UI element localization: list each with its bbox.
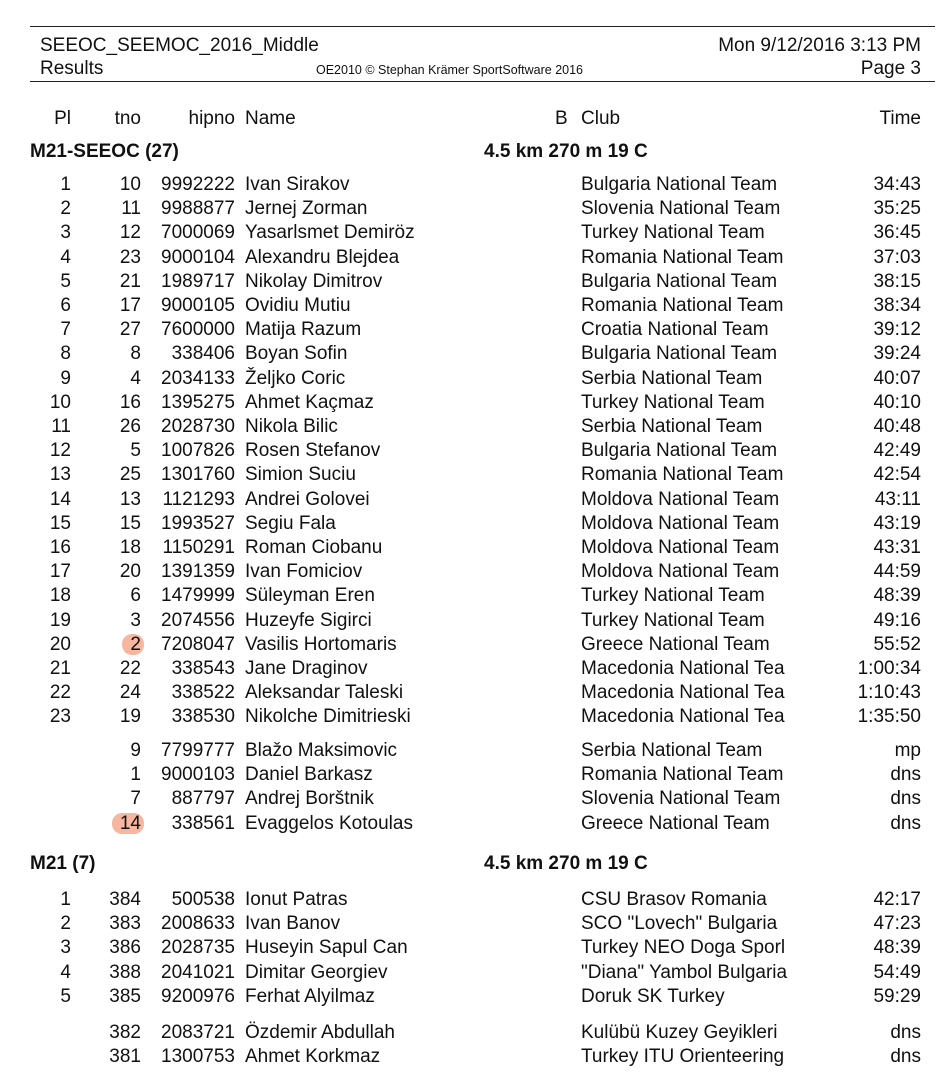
hipno-cell: 2028735	[161, 937, 235, 959]
club-cell: Bulgaria National Team	[581, 440, 778, 462]
tno-cell: 16	[119, 391, 141, 413]
tno-cell: 18	[119, 537, 141, 558]
class-heading	[0, 851, 945, 877]
name-cell: Nikolche Dimitrieski	[245, 706, 411, 728]
result-row	[0, 609, 945, 633]
time-cell: 48:39	[873, 937, 921, 959]
time-cell: 34:43	[873, 174, 921, 195]
result-row	[0, 342, 945, 366]
time-cell: 35:25	[873, 198, 921, 220]
result-row	[0, 391, 945, 415]
name-cell: Andrej Borštnik	[245, 788, 374, 810]
hipno-cell: 338561	[171, 812, 235, 834]
club-cell: Kulübü Kuzey Geyikleri	[581, 1022, 778, 1043]
result-row	[0, 294, 945, 318]
result-row	[0, 657, 945, 681]
time-cell: 37:03	[873, 246, 921, 268]
hipno-cell: 338406	[171, 343, 235, 365]
name-cell: Ahmet Korkmaz	[245, 1046, 381, 1068]
result-row	[0, 488, 945, 512]
name-cell: Rosen Stefanov	[245, 440, 381, 462]
time-cell: 54:49	[873, 961, 921, 983]
result-row	[0, 246, 945, 270]
time-cell: 48:39	[873, 585, 921, 607]
result-row	[0, 633, 945, 657]
result-row	[0, 318, 945, 342]
time-cell: 39:12	[873, 319, 921, 341]
time-cell: 44:59	[873, 561, 921, 583]
place-cell: 3	[60, 937, 71, 959]
name-cell: Andrei Golovei	[245, 488, 370, 510]
name-cell: Alexandru Blejdea	[245, 246, 400, 268]
class-name: M21-SEEOC (27)	[30, 141, 179, 162]
time-cell: 1:10:43	[857, 682, 921, 704]
result-row	[0, 1021, 945, 1045]
name-cell: Jernej Zorman	[245, 198, 368, 220]
time-cell: 42:54	[873, 464, 921, 486]
tno-cell: 13	[119, 488, 141, 510]
print-datetime: Mon 9/12/2016 3:13 PM	[718, 35, 921, 56]
tno-cell: 27	[119, 319, 141, 341]
place-cell: 16	[49, 537, 71, 558]
place-cell: 6	[60, 295, 71, 316]
page-number: Page 3	[860, 58, 921, 79]
time-cell: dns	[890, 764, 921, 786]
result-row	[0, 681, 945, 705]
name-cell: Ionut Patras	[245, 889, 348, 910]
tno-cell: 8	[130, 343, 141, 365]
name-cell: Yasarlsmet Demiröz	[245, 222, 415, 244]
result-row	[0, 888, 945, 912]
club-cell: Bulgaria National Team	[581, 270, 778, 292]
hipno-cell: 338522	[171, 682, 235, 704]
result-row	[0, 560, 945, 584]
time-cell: 47:23	[873, 913, 921, 935]
club-cell: Slovenia National Team	[581, 788, 781, 810]
result-row	[0, 936, 945, 960]
tno-cell: 386	[109, 937, 141, 959]
col-time-header: Time	[879, 108, 921, 129]
report-subtitle: Results	[40, 58, 104, 79]
place-cell: 19	[49, 609, 71, 631]
col-tno-header: tno	[114, 108, 141, 129]
time-cell: dns	[890, 788, 921, 810]
club-cell: Turkey ITU Orienteering	[581, 1046, 785, 1068]
hipno-cell: 7600000	[161, 319, 235, 341]
column-header-row	[0, 107, 945, 131]
name-cell: Simion Suciu	[245, 464, 356, 486]
hipno-cell: 1007826	[161, 440, 235, 462]
time-cell: dns	[890, 1046, 921, 1068]
tno-cell: 20	[119, 561, 141, 583]
result-row	[0, 763, 945, 787]
hipno-cell: 1989717	[161, 270, 235, 292]
class-name: M21 (7)	[30, 853, 96, 874]
time-cell: dns	[890, 812, 921, 834]
result-row	[0, 221, 945, 245]
tno-cell	[112, 812, 141, 836]
tno-cell: 11	[121, 198, 141, 220]
tno-cell: 25	[119, 464, 141, 486]
place-cell: 13	[49, 464, 71, 486]
time-cell: 1:35:50	[857, 706, 921, 728]
place-cell: 2	[60, 198, 71, 220]
club-cell: Macedonia National Tea	[581, 658, 785, 679]
name-cell: Vasilis Hortomaris	[245, 633, 397, 655]
place-cell: 1	[60, 174, 71, 195]
name-cell: Blažo Maksimovic	[245, 740, 398, 761]
tno-cell: 4	[130, 367, 141, 389]
name-cell: Huseyin Sapul Can	[245, 937, 408, 959]
tno-cell: 9	[130, 740, 141, 761]
club-cell: Macedonia National Tea	[581, 706, 785, 728]
hipno-cell: 9200976	[161, 985, 235, 1007]
name-cell: Ferhat Alyilmaz	[245, 985, 375, 1007]
result-row	[0, 961, 945, 985]
club-cell: Doruk SK Turkey	[581, 985, 725, 1007]
place-cell: 17	[49, 561, 71, 583]
name-cell: Evaggelos Kotoulas	[245, 812, 413, 834]
club-cell: CSU Brasov Romania	[581, 889, 767, 910]
hipno-cell: 2041021	[161, 961, 235, 983]
place-cell: 5	[60, 270, 71, 292]
hipno-cell: 7799777	[161, 740, 235, 761]
hipno-cell: 7000069	[161, 222, 235, 244]
top-rule	[30, 26, 935, 27]
tno-cell: 19	[119, 706, 141, 728]
course-info: 4.5 km 270 m 19 C	[484, 141, 648, 162]
place-cell: 21	[49, 658, 71, 679]
tno-cell: 382	[109, 1022, 141, 1043]
club-cell: Turkey National Team	[581, 609, 765, 631]
time-cell: 36:45	[873, 222, 921, 244]
club-cell: Moldova National Team	[581, 561, 780, 583]
name-cell: Ivan Banov	[245, 913, 341, 935]
col-pl-header: Pl	[54, 108, 71, 129]
place-cell: 5	[60, 985, 71, 1007]
result-row	[0, 584, 945, 608]
club-cell: Serbia National Team	[581, 367, 763, 389]
time-cell: 40:48	[873, 416, 921, 437]
result-row	[0, 536, 945, 560]
name-cell: Nikolay Dimitrov	[245, 270, 383, 292]
name-cell: Ovidiu Mutiu	[245, 295, 351, 316]
hipno-cell: 338530	[171, 706, 235, 728]
club-cell: Romania National Team	[581, 764, 784, 786]
club-cell: Moldova National Team	[581, 537, 780, 558]
highlight-marker: 2	[122, 634, 144, 655]
class-heading	[0, 139, 945, 165]
hipno-cell: 338543	[171, 658, 235, 679]
club-cell: Croatia National Team	[581, 319, 769, 341]
hipno-cell: 9988877	[161, 198, 235, 220]
hipno-cell: 9992222	[161, 174, 235, 195]
name-cell: Boyan Sofin	[245, 343, 348, 365]
place-cell: 23	[49, 706, 71, 728]
tno-cell: 15	[119, 512, 141, 534]
place-cell: 14	[49, 488, 71, 510]
software-copyright: OE2010 © Stephan Krämer SportSoftware 2016	[316, 63, 584, 77]
result-row	[0, 812, 945, 836]
place-cell: 12	[49, 440, 71, 462]
club-cell: Moldova National Team	[581, 512, 780, 534]
time-cell: 43:11	[874, 488, 921, 510]
place-cell: 4	[60, 246, 71, 268]
club-cell: Greece National Team	[581, 812, 770, 834]
club-cell: Bulgaria National Team	[581, 174, 778, 195]
hipno-cell: 1121293	[162, 488, 235, 510]
tno-cell: 384	[109, 889, 141, 910]
tno-cell: 5	[130, 440, 141, 462]
tno-cell: 22	[119, 658, 141, 679]
hipno-cell: 1300753	[161, 1046, 235, 1068]
hipno-cell: 2034133	[161, 367, 235, 389]
club-cell: Bulgaria National Team	[581, 343, 778, 365]
time-cell: 38:34	[873, 295, 921, 316]
result-row	[0, 270, 945, 294]
hipno-cell: 1301760	[161, 464, 235, 486]
name-cell: Ivan Sirakov	[245, 174, 350, 195]
name-cell: Ahmet Kaçmaz	[245, 391, 374, 413]
tno-cell: 3	[130, 609, 141, 631]
col-b-header: B	[555, 108, 568, 129]
club-cell: Romania National Team	[581, 295, 784, 316]
name-cell: Roman Ciobanu	[245, 537, 383, 558]
tno-cell: 383	[109, 913, 141, 935]
club-cell: Greece National Team	[581, 633, 770, 655]
result-row	[0, 739, 945, 763]
hipno-cell: 9000103	[161, 764, 235, 786]
tno-cell: 10	[119, 174, 141, 195]
tno-cell: 26	[119, 416, 141, 437]
hipno-cell: 2083721	[161, 1022, 235, 1043]
place-cell: 3	[60, 222, 71, 244]
result-row	[0, 1045, 945, 1069]
col-name-header: Name	[245, 108, 296, 129]
result-row	[0, 912, 945, 936]
time-cell: 40:07	[873, 367, 921, 389]
place-cell: 8	[60, 343, 71, 365]
hipno-cell: 1395275	[161, 391, 235, 413]
hipno-cell: 1391359	[161, 561, 235, 583]
result-row	[0, 985, 945, 1009]
place-cell: 20	[49, 633, 71, 655]
result-row	[0, 173, 945, 197]
place-cell: 22	[49, 682, 71, 704]
result-row	[0, 463, 945, 487]
time-cell: 42:17	[873, 889, 921, 910]
place-cell: 1	[60, 889, 71, 910]
result-row	[0, 787, 945, 811]
tno-cell: 12	[119, 222, 141, 244]
place-cell: 2	[60, 913, 71, 935]
name-cell: Aleksandar Taleski	[245, 682, 404, 704]
highlight-marker: 14	[112, 813, 144, 834]
time-cell: 40:10	[873, 391, 921, 413]
hipno-cell: 2074556	[161, 609, 235, 631]
club-cell: Serbia National Team	[581, 740, 763, 761]
place-cell: 4	[60, 961, 71, 983]
time-cell: 43:31	[873, 537, 921, 558]
hipno-cell: 9000104	[161, 246, 235, 268]
club-cell: SCO "Lovech" Bulgaria	[581, 913, 778, 935]
hipno-cell: 1993527	[161, 512, 235, 534]
time-cell: 49:16	[873, 609, 921, 631]
hipno-cell: 9000105	[161, 295, 235, 316]
club-cell: Turkey National Team	[581, 585, 765, 607]
tno-cell: 388	[109, 961, 141, 983]
place-cell: 9	[60, 367, 71, 389]
col-hipno-header: hipno	[188, 108, 235, 129]
hipno-cell: 2008633	[161, 913, 235, 935]
name-cell: Süleyman Eren	[245, 585, 375, 607]
header-rule	[30, 81, 935, 82]
club-cell: Romania National Team	[581, 464, 784, 486]
col-club-header: Club	[581, 108, 621, 129]
name-cell: Ivan Fomiciov	[245, 561, 363, 583]
result-row	[0, 367, 945, 391]
name-cell: Nikola Bilic	[245, 416, 338, 437]
tno-cell: 7	[130, 788, 141, 810]
result-row	[0, 197, 945, 221]
tno-cell: 385	[109, 985, 141, 1007]
time-cell: mp	[894, 740, 921, 761]
hipno-cell: 7208047	[161, 633, 235, 655]
tno-cell: 17	[119, 295, 141, 316]
name-cell: Dimitar Georgiev	[245, 961, 388, 983]
club-cell: Turkey National Team	[581, 391, 765, 413]
tno-cell: 6	[130, 585, 141, 607]
time-cell: 39:24	[873, 343, 921, 365]
name-cell: Daniel Barkasz	[245, 764, 373, 786]
name-cell: Željko Coric	[245, 367, 346, 389]
club-cell: Slovenia National Team	[581, 198, 781, 220]
club-cell: Turkey NEO Doga Sporl	[581, 937, 786, 959]
tno-cell: 1	[130, 764, 141, 786]
place-cell: 7	[60, 319, 71, 341]
event-title: SEEOC_SEEMOC_2016_Middle	[40, 35, 319, 56]
club-cell: Serbia National Team	[581, 416, 763, 437]
club-cell: Macedonia National Tea	[581, 682, 785, 704]
tno-cell: 21	[119, 270, 141, 292]
time-cell: 59:29	[873, 985, 921, 1007]
time-cell: 1:00:34	[857, 658, 921, 679]
club-cell: Moldova National Team	[581, 488, 780, 510]
tno-cell: 23	[119, 246, 141, 268]
result-row	[0, 439, 945, 463]
place-cell: 11	[51, 416, 71, 437]
club-cell: Turkey National Team	[581, 222, 765, 244]
time-cell: 55:52	[873, 633, 921, 655]
tno-cell	[122, 633, 141, 657]
name-cell: Özdemir Abdullah	[245, 1022, 395, 1043]
result-row	[0, 512, 945, 536]
name-cell: Matija Razum	[245, 319, 362, 341]
tno-cell: 24	[119, 682, 141, 704]
hipno-cell: 1479999	[161, 585, 235, 607]
time-cell: 38:15	[873, 270, 921, 292]
name-cell: Jane Draginov	[245, 658, 368, 679]
place-cell: 15	[49, 512, 71, 534]
course-info: 4.5 km 270 m 19 C	[484, 853, 648, 874]
time-cell: 42:49	[873, 440, 921, 462]
time-cell: dns	[890, 1022, 921, 1043]
result-row	[0, 705, 945, 729]
tno-cell: 381	[109, 1046, 141, 1068]
hipno-cell: 1150291	[162, 537, 235, 558]
name-cell: Huzeyfe Sigirci	[245, 609, 372, 631]
name-cell: Segiu Fala	[245, 512, 336, 534]
time-cell: 43:19	[873, 512, 921, 534]
club-cell: Romania National Team	[581, 246, 784, 268]
hipno-cell: 2028730	[161, 416, 235, 437]
hipno-cell: 887797	[171, 788, 235, 810]
result-row	[0, 415, 945, 439]
club-cell: "Diana" Yambol Bulgaria	[581, 961, 788, 983]
hipno-cell: 500538	[171, 889, 235, 910]
place-cell: 10	[49, 391, 71, 413]
place-cell: 18	[49, 585, 71, 607]
